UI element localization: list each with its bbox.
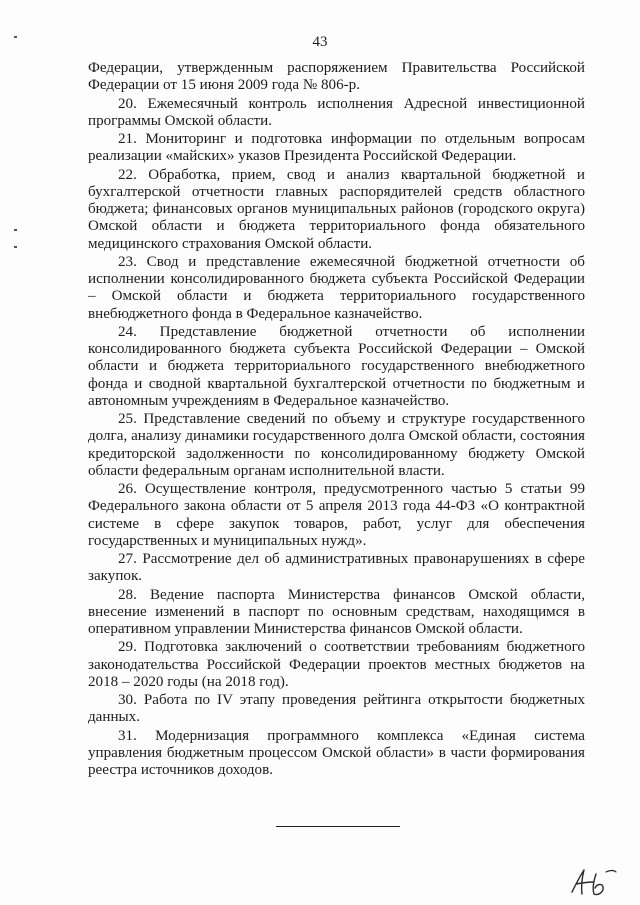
document-body (88, 60, 585, 779)
list-item-21: 21. Мониторинг и подготовка информации по отдельным вопросам реализации «майских» указов Президента Российской Федерации. (88, 131, 585, 165)
paragraph-continuation: Федерации, утвержденным распоряжением Правительства Российской Федерации от 15 июня 2009 года № 806-р. (88, 60, 585, 94)
list-item-20: 20. Ежемесячный контроль исполнения Адресной инвестиционной программы Омской области. (88, 95, 585, 129)
list-item-26: 26. Осуществление контроля, предусмотренного частью 5 статьи 99 Федерального закона области от 5 апреля 2013 года 44-ФЗ «О контрактной системе в сфере закупок товаров, работ, услуг для обеспечения государственных и муниципальных нужд». (88, 481, 585, 549)
list-item-27: 27. Рассмотрение дел об административных правонарушениях в сфере закупок. (88, 551, 585, 585)
page-number: 43 (312, 34, 328, 50)
list-item-24: 24. Представление бюджетной отчетности об исполнении консолидированного бюджета субъекта Российской Федерации – Омской области и бюджета территориального государственного внебюджетного фонда и сводной квартальной бухгалтерской отчетности по бюджетным и автономным учреждениям в Федеральное казначейство. (88, 323, 585, 409)
list-item-29: 29. Подготовка заключений о соответствии требованиям бюджетного законодательства Российской Федерации проектов местных бюджетов на 2018 – 2020 годы (на 2018 год). (88, 639, 585, 690)
list-item-30: 30. Работа по IV этапу проведения рейтинга открытости бюджетных данных. (88, 692, 585, 726)
list-item-31: 31. Модернизация программного комплекса «Единая система управления бюджетным процессом Омской области» в части формирования реестра источников доходов. (88, 727, 585, 778)
scan-mark (14, 229, 17, 231)
scan-mark (14, 36, 17, 38)
separator-line (276, 826, 400, 827)
signature-initials (566, 866, 618, 898)
list-item-25: 25. Представление сведений по объему и структуре государственного долга, анализу динамики государственного долга Омской области, состояния кредиторской задолженности по консолидированному бюджету Омской области федеральным органам исполнительной власти. (88, 411, 585, 479)
list-item-23: 23. Свод и представление ежемесячной бюджетной отчетности об исполнении консолидированного бюджета субъекта Российской Федерации – Омской области и бюджета территориального государственного внебюджетного фонда в Федеральное казначейство. (88, 253, 585, 322)
list-item-28: 28. Ведение паспорта Министерства финансов Омской области, внесение изменений в паспорт по основным средствам, находящимся в оперативном управлении Министерства финансов Омской области. (88, 586, 585, 637)
scan-mark (14, 246, 17, 248)
list-item-22: 22. Обработка, прием, свод и анализ квартальной бюджетной и бухгалтерской отчетности главных распорядителей средств областного бюджета; финансовых органов муниципальных районов (городского округа) Омской области и бюджета территориального фонда обязательного медицинского страхования Омской области. (88, 166, 585, 252)
